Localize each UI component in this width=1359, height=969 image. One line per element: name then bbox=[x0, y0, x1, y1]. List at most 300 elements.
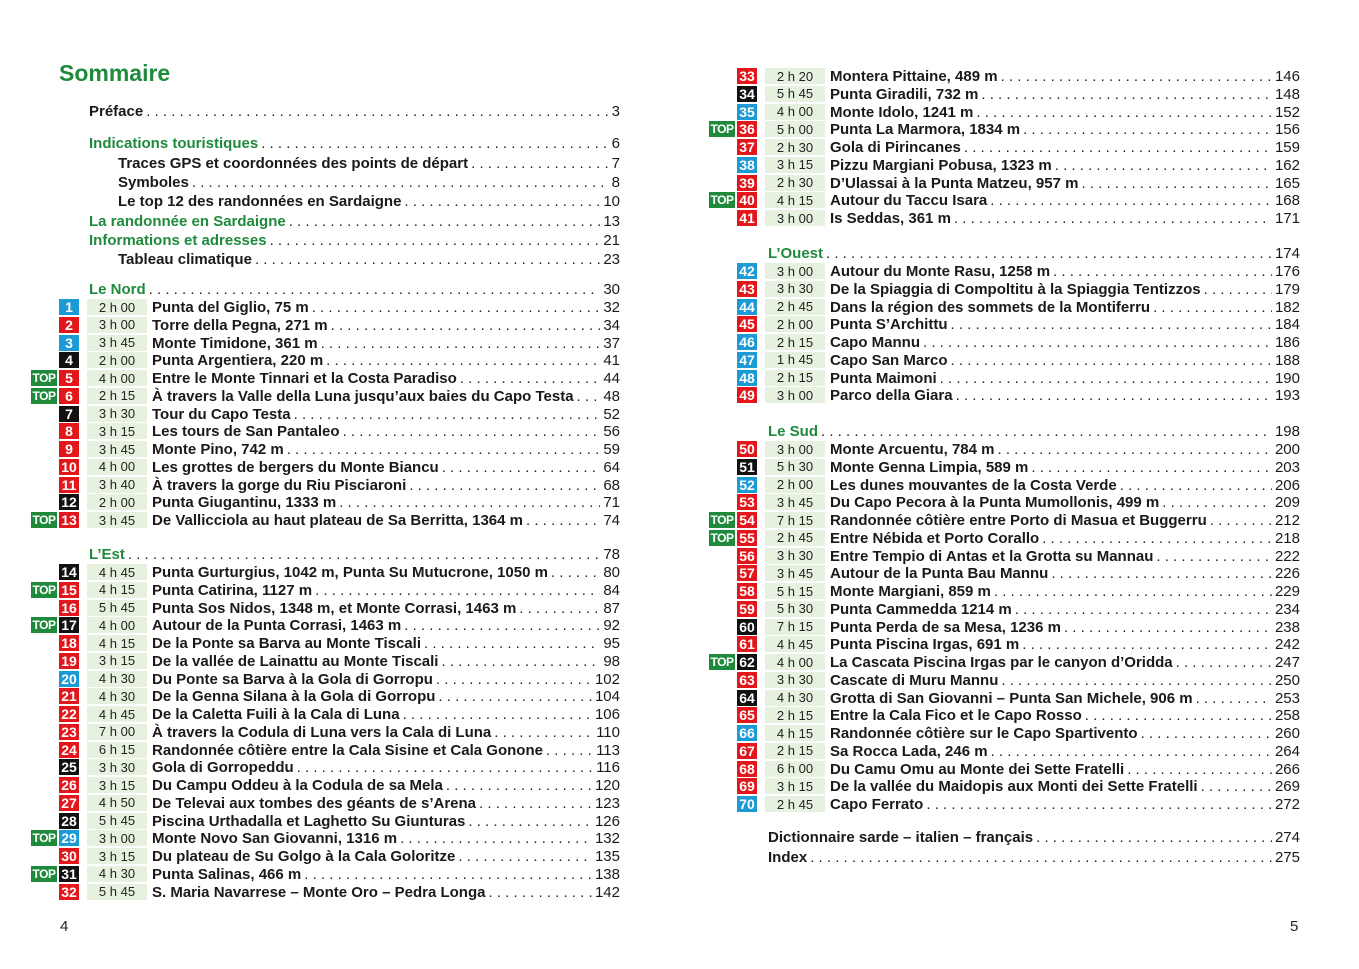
section-heading bbox=[89, 281, 620, 298]
entry-page-number: 138 bbox=[594, 865, 620, 883]
hike-entry bbox=[152, 866, 620, 883]
hike-number-badge: 21 bbox=[59, 688, 79, 704]
hike-entry bbox=[152, 352, 620, 369]
hike-duration: 3 h 15 bbox=[87, 653, 147, 669]
entry-page-number: 13 bbox=[603, 213, 620, 230]
hike-duration: 5 h 30 bbox=[765, 601, 825, 617]
hike-entry bbox=[152, 441, 620, 458]
hike-number-badge: 57 bbox=[737, 565, 757, 581]
dot-leader bbox=[339, 494, 600, 511]
hike-entry bbox=[152, 706, 620, 723]
hike-number-badge: 36 bbox=[737, 121, 757, 137]
entry-title: À travers la Valle della Luna jusqu’aux baies du Capo Testa bbox=[152, 387, 574, 405]
hike-duration: 5 h 45 bbox=[765, 86, 825, 102]
hike-duration: 3 h 45 bbox=[765, 494, 825, 510]
hike-entry bbox=[830, 672, 1300, 689]
hike-number-badge: 67 bbox=[737, 743, 757, 759]
hike-duration: 3 h 45 bbox=[765, 565, 825, 581]
entry-page-number: 269 bbox=[1274, 778, 1300, 796]
dot-leader bbox=[1085, 707, 1272, 724]
hike-entry bbox=[152, 884, 620, 901]
hike-duration: 6 h 00 bbox=[765, 761, 825, 777]
entry-title: Du Ponte sa Barva à la Gola di Gorropu bbox=[152, 670, 433, 688]
hike-duration: 4 h 15 bbox=[87, 582, 147, 598]
dot-leader bbox=[1023, 121, 1272, 138]
hike-entry bbox=[830, 104, 1300, 121]
dot-leader bbox=[810, 849, 1272, 866]
entry-title: Randonnée côtière entre la Cala Sisine et Cala Gonone bbox=[152, 741, 543, 759]
entry-page-number: 80 bbox=[603, 564, 620, 581]
hike-number-badge: 46 bbox=[737, 334, 757, 350]
entry-title: À travers la Codula di Luna vers la Cala di Luna bbox=[152, 723, 492, 741]
dot-leader bbox=[128, 546, 600, 563]
hike-number-badge: 41 bbox=[737, 210, 757, 226]
entry-title: L’Ouest bbox=[768, 245, 824, 262]
section-heading bbox=[768, 245, 1300, 262]
dot-leader bbox=[954, 210, 1272, 227]
dot-leader bbox=[1204, 281, 1272, 298]
entry-page-number: 113 bbox=[596, 741, 620, 759]
entry-title: Du Campu Oddeu à la Codula de sa Mela bbox=[152, 777, 443, 794]
dot-leader bbox=[964, 139, 1272, 156]
hike-entry bbox=[830, 725, 1300, 742]
entry-title: Du plateau de Su Golgo à la Cala Goloritze bbox=[152, 848, 456, 865]
top-badge: TOP bbox=[32, 618, 56, 633]
hike-number-badge: 8 bbox=[59, 423, 79, 439]
dot-leader bbox=[326, 352, 600, 369]
dot-leader bbox=[1042, 530, 1272, 547]
hike-duration: 7 h 00 bbox=[87, 724, 147, 740]
entry-title: Entre la Cala Fico et le Capo Rosso bbox=[830, 707, 1082, 725]
entry-title: De Vallicciola au haut plateau de Sa Berritta, 1364 m bbox=[152, 512, 523, 529]
hike-number-badge: 60 bbox=[737, 619, 757, 635]
hike-number-badge: 33 bbox=[737, 68, 757, 84]
hike-number-badge: 70 bbox=[737, 796, 757, 812]
hike-number-badge: 61 bbox=[737, 636, 757, 652]
hike-entry bbox=[152, 388, 620, 405]
dot-leader bbox=[1196, 690, 1272, 707]
entry-title: Punta Gurturgius, 1042 m, Punta Su Mutucrone, 1050 m bbox=[152, 564, 548, 581]
dot-leader bbox=[1022, 636, 1272, 653]
hike-entry bbox=[830, 210, 1300, 227]
hike-entry bbox=[152, 370, 620, 387]
dot-leader bbox=[403, 706, 592, 723]
entry-page-number: 209 bbox=[1274, 494, 1300, 512]
entry-page-number: 56 bbox=[603, 423, 620, 441]
dot-leader bbox=[404, 193, 600, 210]
dot-leader bbox=[577, 388, 601, 405]
entry-page-number: 126 bbox=[594, 812, 620, 830]
hike-entry bbox=[152, 635, 620, 652]
dot-leader bbox=[424, 635, 600, 652]
hike-duration: 2 h 00 bbox=[765, 316, 825, 332]
entry-title: Capo Ferrato bbox=[830, 796, 924, 813]
hike-number-badge: 10 bbox=[59, 459, 79, 475]
hike-duration: 2 h 30 bbox=[765, 175, 825, 191]
hike-duration: 4 h 00 bbox=[87, 459, 147, 475]
hike-entry bbox=[830, 601, 1300, 618]
hike-number-badge: 25 bbox=[59, 759, 79, 775]
right-page bbox=[680, 0, 1359, 969]
hike-entry bbox=[830, 796, 1300, 813]
entry-page-number: 71 bbox=[603, 494, 620, 512]
hike-number-badge: 23 bbox=[59, 724, 79, 740]
hike-entry bbox=[830, 512, 1300, 529]
hike-entry bbox=[830, 477, 1300, 494]
entry-page-number: 52 bbox=[603, 405, 620, 423]
entry-title: Sa Rocca Lada, 246 m bbox=[830, 742, 988, 760]
hike-entry bbox=[152, 582, 620, 599]
dot-leader bbox=[1176, 654, 1272, 671]
entry-title: S. Maria Navarrese – Monte Oro – Pedra Longa bbox=[152, 883, 486, 901]
hike-entry bbox=[152, 564, 620, 581]
hike-duration: 2 h 30 bbox=[765, 139, 825, 155]
dot-leader bbox=[1156, 548, 1272, 565]
dot-leader bbox=[315, 582, 600, 599]
hike-number-badge: 14 bbox=[59, 564, 79, 580]
hike-duration: 3 h 30 bbox=[87, 406, 147, 422]
entry-title: Le Sud bbox=[768, 423, 819, 440]
hike-duration: 3 h 15 bbox=[765, 157, 825, 173]
entry-title: La Cascata Piscina Irgas par le canyon d’Oridda bbox=[830, 654, 1173, 671]
entry-page-number: 184 bbox=[1274, 316, 1300, 334]
entry-page-number: 266 bbox=[1274, 760, 1300, 778]
hike-entry bbox=[830, 387, 1300, 404]
dot-leader bbox=[494, 724, 593, 741]
hike-number-badge: 30 bbox=[59, 848, 79, 864]
entry-page-number: 110 bbox=[596, 723, 620, 741]
hike-entry bbox=[152, 724, 620, 741]
entry-title: Monte Genna Limpia, 589 m bbox=[830, 458, 1029, 476]
hike-number-badge: 47 bbox=[737, 352, 757, 368]
entry-page-number: 179 bbox=[1274, 280, 1300, 298]
entry-title: Le top 12 des randonnées en Sardaigne bbox=[118, 193, 402, 210]
entry-page-number: 193 bbox=[1274, 387, 1300, 405]
entry-page-number: 78 bbox=[603, 546, 620, 563]
hike-duration: 2 h 00 bbox=[87, 494, 147, 510]
dot-leader bbox=[409, 477, 600, 494]
entry-page-number: 106 bbox=[594, 706, 620, 723]
hike-entry bbox=[152, 830, 620, 847]
section-heading bbox=[89, 213, 620, 230]
entry-title: Punta La Marmora, 1834 m bbox=[830, 121, 1021, 139]
hike-duration: 4 h 00 bbox=[87, 617, 147, 633]
top-badge: TOP bbox=[710, 530, 734, 545]
entry-title: Entre Nébida et Porto Corallo bbox=[830, 529, 1040, 547]
top-badge: TOP bbox=[32, 388, 56, 403]
top-badge: TOP bbox=[32, 582, 56, 597]
entry-page-number: 165 bbox=[1274, 174, 1300, 192]
hike-number-badge: 6 bbox=[59, 388, 79, 404]
entry-page-number: 64 bbox=[603, 458, 620, 476]
dot-leader bbox=[1064, 619, 1272, 636]
hike-entry bbox=[830, 352, 1300, 369]
hike-entry bbox=[152, 494, 620, 511]
hike-entry bbox=[830, 316, 1300, 333]
hike-number-badge: 29 bbox=[59, 830, 79, 846]
dot-leader bbox=[331, 317, 601, 334]
entry-title: Punta Perda de sa Mesa, 1236 m bbox=[830, 618, 1061, 636]
hike-number-badge: 45 bbox=[737, 316, 757, 332]
entry-title: Indications touristiques bbox=[89, 135, 259, 152]
entry-title: Les dunes mouvantes de la Costa Verde bbox=[830, 476, 1117, 494]
entry-title: Randonnée côtière sur le Capo Spartivento bbox=[830, 725, 1138, 742]
dot-leader bbox=[991, 743, 1272, 760]
hike-number-badge: 12 bbox=[59, 494, 79, 510]
hike-entry bbox=[830, 619, 1300, 636]
entry-page-number: 148 bbox=[1274, 85, 1300, 103]
entry-page-number: 87 bbox=[603, 599, 620, 617]
hike-number-badge: 7 bbox=[59, 406, 79, 422]
hike-entry bbox=[830, 441, 1300, 458]
hike-number-badge: 19 bbox=[59, 653, 79, 669]
dot-leader bbox=[270, 232, 601, 249]
dot-leader bbox=[261, 135, 608, 152]
dot-leader bbox=[304, 866, 592, 883]
hike-duration: 4 h 30 bbox=[765, 690, 825, 706]
hike-number-badge: 31 bbox=[59, 866, 79, 882]
entry-page-number: 6 bbox=[611, 135, 620, 152]
entry-page-number: 238 bbox=[1274, 618, 1300, 636]
hike-number-badge: 35 bbox=[737, 104, 757, 120]
page-number-left: 4 bbox=[60, 918, 69, 935]
dot-leader bbox=[526, 512, 600, 529]
dot-leader bbox=[479, 795, 592, 812]
hike-number-badge: 66 bbox=[737, 725, 757, 741]
entry-page-number: 135 bbox=[594, 848, 620, 865]
entry-page-number: 7 bbox=[611, 155, 620, 172]
hike-number-badge: 63 bbox=[737, 672, 757, 688]
hike-entry bbox=[152, 600, 620, 617]
dot-leader bbox=[255, 251, 600, 268]
dot-leader bbox=[458, 848, 592, 865]
hike-number-badge: 28 bbox=[59, 813, 79, 829]
hike-entry bbox=[152, 459, 620, 476]
entry-page-number: 142 bbox=[594, 883, 620, 901]
hike-duration: 3 h 15 bbox=[765, 778, 825, 794]
hike-duration: 2 h 45 bbox=[765, 796, 825, 812]
hike-duration: 5 h 30 bbox=[765, 459, 825, 475]
hike-number-badge: 50 bbox=[737, 441, 757, 457]
hike-number-badge: 51 bbox=[737, 459, 757, 475]
dot-leader bbox=[488, 884, 592, 901]
dot-leader bbox=[289, 213, 601, 230]
hike-duration: 7 h 15 bbox=[765, 619, 825, 635]
dot-leader bbox=[923, 334, 1272, 351]
hike-duration: 4 h 15 bbox=[87, 635, 147, 651]
entry-title: Grotta di San Giovanni – Punta San Michele, 906 m bbox=[830, 689, 1193, 707]
page-number-right: 5 bbox=[1290, 918, 1299, 935]
dot-leader bbox=[956, 387, 1272, 404]
entry-title: Monte Pino, 742 m bbox=[152, 441, 284, 458]
hike-duration: 3 h 30 bbox=[87, 759, 147, 775]
entry-title: Gola di Pirincanes bbox=[830, 139, 961, 156]
dot-leader bbox=[951, 352, 1272, 369]
entry-page-number: 104 bbox=[594, 688, 620, 706]
dot-leader bbox=[1053, 263, 1272, 280]
entry-page-number: 234 bbox=[1274, 600, 1300, 618]
entry-page-number: 21 bbox=[603, 232, 620, 249]
entry-page-number: 3 bbox=[611, 103, 620, 120]
dot-leader bbox=[1162, 494, 1272, 511]
hike-duration: 5 h 45 bbox=[87, 813, 147, 829]
entry-title: Cascate di Muru Mannu bbox=[830, 671, 999, 689]
hike-duration: 3 h 30 bbox=[765, 672, 825, 688]
entry-title: Tableau climatique bbox=[118, 251, 252, 268]
entry-title: Monte Idolo, 1241 m bbox=[830, 103, 974, 121]
entry-page-number: 30 bbox=[603, 281, 620, 298]
entry-page-number: 8 bbox=[611, 174, 620, 191]
hike-duration: 2 h 20 bbox=[765, 68, 825, 84]
hike-entry bbox=[830, 139, 1300, 156]
hike-duration: 7 h 15 bbox=[765, 512, 825, 528]
entry-title: Is Seddas, 361 m bbox=[830, 210, 951, 227]
entry-title: D’Ulassai à la Punta Matzeu, 957 m bbox=[830, 174, 1079, 192]
entry-page-number: 92 bbox=[603, 617, 620, 635]
hike-number-badge: 58 bbox=[737, 583, 757, 599]
hike-number-badge: 3 bbox=[59, 335, 79, 351]
hike-duration: 3 h 45 bbox=[87, 441, 147, 457]
entry-page-number: 247 bbox=[1274, 654, 1300, 671]
hike-duration: 2 h 15 bbox=[765, 743, 825, 759]
hike-duration: 4 h 30 bbox=[87, 866, 147, 882]
hike-entry bbox=[152, 848, 620, 865]
dot-leader bbox=[551, 564, 600, 581]
entry-page-number: 222 bbox=[1274, 547, 1300, 565]
hike-entry bbox=[830, 548, 1300, 565]
hike-entry bbox=[152, 335, 620, 352]
hike-duration: 4 h 30 bbox=[87, 671, 147, 687]
entry-title: Traces GPS et coordonnées des points de départ bbox=[118, 155, 469, 172]
hike-entry bbox=[152, 813, 620, 830]
hike-entry bbox=[830, 68, 1300, 85]
hike-duration: 4 h 00 bbox=[765, 104, 825, 120]
hike-entry bbox=[830, 778, 1300, 795]
entry-title: Monte Novo San Giovanni, 1316 m bbox=[152, 830, 398, 848]
entry-page-number: 171 bbox=[1274, 210, 1300, 227]
entry-page-number: 102 bbox=[594, 670, 620, 688]
entry-title: Pizzu Margiani Pobusa, 1323 m bbox=[830, 156, 1052, 174]
entry-title: Les grottes de bergers du Monte Biancu bbox=[152, 458, 439, 476]
entry-title: Punta Argentiera, 220 m bbox=[152, 352, 324, 370]
hike-number-badge: 16 bbox=[59, 600, 79, 616]
entry-title: Le Nord bbox=[89, 281, 146, 298]
section-heading bbox=[89, 232, 620, 249]
entry-page-number: 59 bbox=[603, 441, 620, 458]
hike-number-badge: 65 bbox=[737, 707, 757, 723]
dot-leader bbox=[981, 86, 1272, 103]
hike-entry bbox=[152, 423, 620, 440]
hike-number-badge: 39 bbox=[737, 175, 757, 191]
entry-title: Punta Salinas, 466 m bbox=[152, 865, 302, 883]
hike-number-badge: 52 bbox=[737, 477, 757, 493]
hike-entry bbox=[830, 565, 1300, 582]
entry-title: Monte Arcuentu, 784 m bbox=[830, 441, 995, 458]
entry-title: De la vallée de Lainattu au Monte Tiscali bbox=[152, 652, 439, 670]
dot-leader bbox=[297, 759, 593, 776]
dot-leader bbox=[287, 441, 601, 458]
entry-title: Les tours de San Pantaleo bbox=[152, 423, 340, 441]
entry-title: Autour de la Punta Corrasi, 1463 m bbox=[152, 617, 402, 635]
entry-page-number: 203 bbox=[1274, 458, 1300, 476]
entry-title: Punta del Giglio, 75 m bbox=[152, 299, 309, 316]
hike-number-badge: 40 bbox=[737, 192, 757, 208]
hike-duration: 3 h 00 bbox=[765, 210, 825, 226]
entry-page-number: 120 bbox=[594, 777, 620, 794]
dot-leader bbox=[994, 583, 1272, 600]
entry-title: Entre le Monte Tinnari et la Costa Paradiso bbox=[152, 370, 457, 387]
entry-page-number: 212 bbox=[1274, 512, 1300, 529]
dot-leader bbox=[990, 192, 1272, 209]
dot-leader bbox=[821, 423, 1272, 440]
dot-leader bbox=[1031, 459, 1272, 476]
hike-number-badge: 54 bbox=[737, 512, 757, 528]
hike-number-badge: 2 bbox=[59, 317, 79, 333]
hike-duration: 4 h 30 bbox=[87, 688, 147, 704]
hike-number-badge: 55 bbox=[737, 530, 757, 546]
entry-title: Monte Margiani, 859 m bbox=[830, 583, 991, 600]
top-badge: TOP bbox=[710, 122, 734, 137]
hike-duration: 3 h 00 bbox=[765, 387, 825, 403]
hike-number-badge: 43 bbox=[737, 281, 757, 297]
entry-title: Punta Sos Nidos, 1348 m, et Monte Corrasi, 1463 m bbox=[152, 599, 517, 617]
dot-leader bbox=[1081, 175, 1272, 192]
hike-duration: 5 h 45 bbox=[87, 884, 147, 900]
dot-leader bbox=[826, 245, 1272, 262]
entry-title: Dans la région des sommets de la Montiferru bbox=[830, 298, 1151, 316]
entry-title: Autour de la Punta Bau Mannu bbox=[830, 565, 1049, 583]
dot-leader bbox=[1141, 725, 1272, 742]
entry-page-number: 68 bbox=[603, 476, 620, 494]
entry-page-number: 98 bbox=[603, 652, 620, 670]
hike-number-badge: 48 bbox=[737, 370, 757, 386]
hike-duration: 2 h 45 bbox=[765, 299, 825, 315]
hike-duration: 3 h 40 bbox=[87, 477, 147, 493]
hike-number-badge: 32 bbox=[59, 884, 79, 900]
dot-leader bbox=[1015, 601, 1272, 618]
hike-entry bbox=[830, 281, 1300, 298]
hike-number-badge: 68 bbox=[737, 761, 757, 777]
entry-title: Randonnée côtière entre Porto di Masua et Buggerru bbox=[830, 512, 1207, 529]
entry-page-number: 74 bbox=[603, 512, 620, 529]
entry-page-number: 176 bbox=[1274, 263, 1300, 280]
dot-leader bbox=[519, 600, 600, 617]
hike-number-badge: 64 bbox=[737, 690, 757, 706]
hike-number-badge: 4 bbox=[59, 352, 79, 368]
hike-entry bbox=[830, 690, 1300, 707]
entry-page-number: 156 bbox=[1274, 121, 1300, 139]
hike-duration: 4 h 15 bbox=[765, 725, 825, 741]
hike-duration: 6 h 15 bbox=[87, 742, 147, 758]
hike-number-badge: 15 bbox=[59, 582, 79, 598]
toc-entry bbox=[768, 849, 1300, 866]
entry-page-number: 272 bbox=[1274, 796, 1300, 813]
entry-title: De la Ponte sa Barva au Monte Tiscali bbox=[152, 635, 421, 652]
entry-page-number: 226 bbox=[1274, 565, 1300, 583]
entry-title: Punta Catirina, 1127 m bbox=[152, 581, 313, 599]
hike-number-badge: 5 bbox=[59, 370, 79, 386]
hike-duration: 3 h 00 bbox=[87, 317, 147, 333]
hike-entry bbox=[830, 707, 1300, 724]
entry-page-number: 250 bbox=[1274, 671, 1300, 689]
hike-entry bbox=[830, 636, 1300, 653]
entry-page-number: 152 bbox=[1274, 103, 1300, 121]
entry-page-number: 44 bbox=[603, 370, 620, 387]
dot-leader bbox=[294, 406, 601, 423]
hike-duration: 2 h 00 bbox=[87, 299, 147, 315]
dot-leader bbox=[471, 155, 609, 172]
hike-entry bbox=[152, 742, 620, 759]
